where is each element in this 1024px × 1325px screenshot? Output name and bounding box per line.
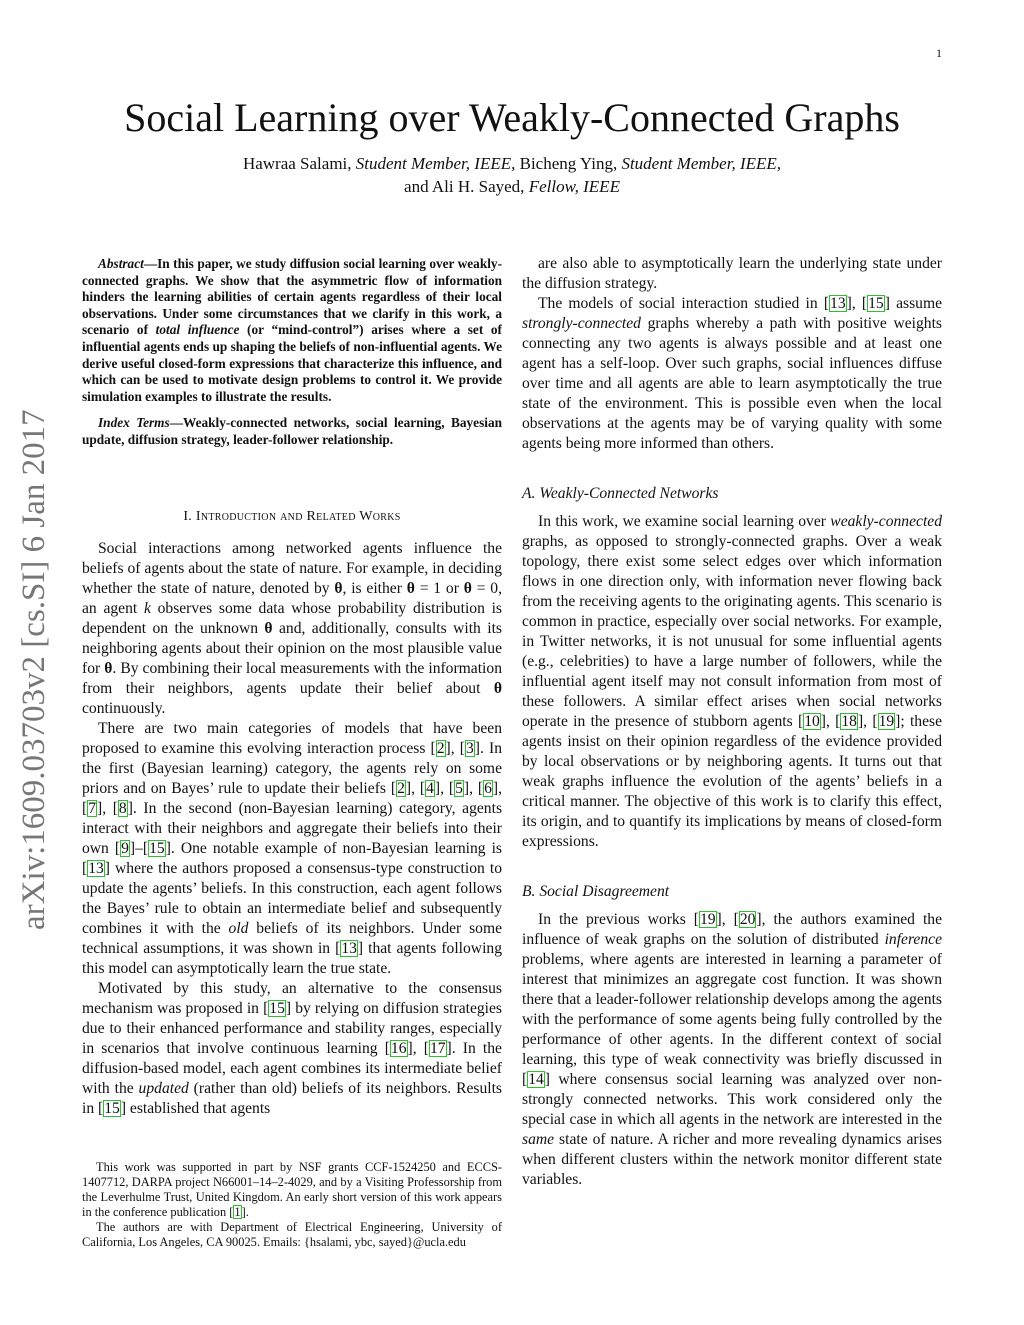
citation-link[interactable]: 20 — [739, 911, 756, 928]
subsection-body — [522, 910, 942, 1190]
text: , — [863, 713, 873, 730]
citation-link[interactable]: 13 — [830, 295, 846, 312]
citation-link[interactable]: 13 — [88, 859, 104, 877]
text: In this work, we examine social learning over — [538, 513, 831, 530]
citation-link[interactable]: 4 — [426, 779, 434, 797]
citation-link[interactable]: 10 — [804, 713, 820, 730]
citation[interactable]: [19] — [872, 713, 901, 730]
text: , is either — [342, 579, 407, 597]
citation-link[interactable]: 13 — [341, 939, 357, 957]
text: and, additionally, consults with its neighboring agents about their opinion on the most plausible value for — [82, 619, 502, 677]
citation[interactable]: [18] — [835, 713, 864, 730]
text: state of nature. A richer and more revealing dynamics arises when different clusters within the network monitor different state variables. — [522, 1131, 942, 1188]
italic-text: strongly-connected — [522, 315, 641, 332]
citation[interactable]: [13] — [823, 295, 852, 312]
text: , — [469, 779, 478, 797]
text: , — [440, 779, 449, 797]
section-heading: I. Introduction and Related Works — [183, 508, 401, 524]
citation[interactable]: [14] — [522, 1071, 550, 1088]
citation-link[interactable]: 16 — [390, 1039, 407, 1057]
math-symbol: θ — [104, 659, 113, 677]
left-column — [82, 256, 502, 1119]
citation-link[interactable]: 14 — [528, 1071, 544, 1088]
text: assume — [889, 295, 942, 312]
citation[interactable]: [5] — [448, 779, 470, 797]
author-line — [0, 152, 1024, 175]
text: (rather than old) beliefs of its neighbors. Results in — [82, 1079, 502, 1117]
text: graphs, as opposed to strongly-connected graphs. Over a weak topology, there exist some select edges over which information flows in one direction only, with information never flowing back from the receiving agents to the originating agents. This scenario is common in practice, especially over social networks. For example, in Twitter networks, it is not unusual for some influential agents (e.g., celebrities) to have a large number of followers, while the influential agent itself may not consult information from most of these followers. A similar effect arises when social networks operate in the presence of stubborn agents — [522, 533, 942, 730]
citation[interactable]: [10] — [797, 713, 826, 730]
citation[interactable]: [2] — [430, 739, 451, 757]
text: Hawraa Salami, — [242, 154, 356, 173]
text: problems, where agents are interested in learning a parameter of interest that minimizes an aggregate cost function. It was shown there that a leader-follower relationship develops among the agents with the performance of some agents being fully controlled by the performance of other agents. In the different context of social learning, this type of weak connectivity was briefly discussed in — [522, 951, 942, 1068]
subsection-heading: A. Weakly-Connected Networks — [522, 485, 719, 502]
math-symbol: θ — [264, 619, 273, 637]
citation-link[interactable]: 6 — [484, 779, 492, 797]
paragraph — [82, 979, 502, 1119]
italic-text: Abstract — [98, 256, 144, 271]
text: The models of social interaction studied in — [538, 295, 824, 312]
citation[interactable]: [13] — [82, 859, 110, 877]
text: . In the second (non-Bayesian learning) category, agents interact with their neighbors and aggregate their beliefs into their own — [82, 799, 503, 857]
citation-link[interactable]: 17 — [429, 1039, 446, 1057]
italic-text: old — [228, 919, 249, 937]
italic-text: same — [522, 1131, 555, 1148]
citation[interactable]: [1] — [229, 1205, 246, 1219]
citation-link[interactable]: 3 — [465, 739, 474, 757]
italic-text: Student Member, IEEE, — [621, 154, 782, 173]
text: where consensus social learning was analyzed over non-strongly connected networks. This work considered only the special case in which all agents in the network are interested in the — [522, 1071, 942, 1128]
text: . In the first (Bayesian learning) category, the agents rely on some priors and on Bayes’ rule to update their beliefs — [82, 739, 502, 797]
citation[interactable]: [7] — [82, 799, 103, 817]
italic-text: Fellow, IEEE — [528, 177, 620, 196]
citation[interactable]: [20] — [733, 911, 762, 928]
citation-link[interactable]: 1 — [234, 1205, 241, 1219]
text: There are two main categories of models that have been proposed to examine this evolving interaction process — [82, 719, 502, 757]
text: . — [245, 1205, 249, 1219]
paragraph — [82, 539, 502, 719]
citation-link[interactable]: 2 — [397, 779, 405, 797]
math-symbol: θ — [334, 579, 343, 597]
text: . By combining their local measurements with the information from their neighbors, agents update their belief about — [82, 659, 502, 697]
text: by relying on diffusion strategies due to their enhanced performance and stability ranges, especially in scenarios that involve continuous learning — [82, 999, 502, 1057]
math-symbol: θ — [493, 679, 502, 697]
text: , — [411, 779, 420, 797]
math-symbol: θ — [406, 579, 415, 597]
author-line — [0, 175, 1024, 198]
citation[interactable]: [16] — [384, 1039, 413, 1057]
citation-link[interactable]: 15 — [149, 839, 165, 857]
italic-text: total influence — [155, 322, 240, 338]
text: , — [450, 739, 460, 757]
paper-title: Social Learning over Weakly-Connected Graphs — [124, 95, 900, 140]
citation[interactable]: [17] — [423, 1039, 452, 1057]
right-column — [522, 254, 942, 1190]
text: , the authors examined the influence of weak graphs on the solution of distributed — [522, 911, 943, 948]
text: that agents following this model can asymptotically learn the true state. — [82, 939, 502, 977]
citation[interactable]: [6] — [477, 779, 499, 797]
citation-link[interactable]: 8 — [118, 799, 127, 817]
citation-link[interactable]: 15 — [269, 999, 285, 1017]
text: In the previous works — [538, 911, 694, 928]
text: where the authors proposed a consensus-type construction to update the agents’ beliefs. In this construction, each agent follows the Bayes’ rule to obtain an intermediate belief and subsequently combines it with the — [82, 859, 502, 937]
subsection-heading: B. Social Disagreement — [522, 883, 670, 900]
author-list — [0, 152, 1024, 198]
citation-link[interactable]: 2 — [436, 739, 445, 757]
text: , — [498, 779, 503, 797]
citation[interactable]: [15] — [142, 839, 171, 857]
text: . One notable example of non-Bayesian learning is — [170, 839, 502, 857]
paragraph — [522, 254, 942, 294]
text: (or “mind-control”) arises where a set of influential agents ends up shaping the beliefs of non-influential agents. We derive useful closed-form expressions that characterize this influence, and which can be used to motivate design problems to control it. We provide simulation examples to illustrate the results. — [82, 322, 502, 404]
text: . In the diffusion-based model, each agent combines its intermediate belief with the — [82, 1039, 502, 1097]
section-body — [82, 539, 502, 1119]
text: graphs whereby a path with positive weights connecting any two agents is always possible and at least one agent has a self-loop. Over such graphs, social influences diffuse over time and all agents are able to learn asymptotically the true state of the environment. This is possible even when the local observations at the agents may be of varying quality with some agents being more informed than others. — [522, 315, 942, 452]
text: , — [851, 295, 862, 312]
text: observes some data whose probability distribution is dependent on the unknown — [82, 599, 502, 637]
citation-link[interactable]: 5 — [455, 779, 463, 797]
italic-text: Student Member, IEEE, — [355, 154, 516, 173]
math-symbol: θ — [463, 579, 472, 597]
paragraph — [522, 512, 942, 852]
text: , — [825, 713, 836, 730]
citation[interactable]: [8] — [112, 799, 133, 817]
text: —Weakly-connected networks, social learning, Bayesian update, diffusion strategy, leader-follower relationship. — [82, 415, 502, 447]
text: Social interactions among networked agents influence the beliefs of agents about the state of nature. For example, in deciding whether the state of nature, denoted by — [82, 539, 502, 597]
footnotes — [82, 1160, 502, 1250]
citation-link[interactable]: 18 — [841, 713, 857, 730]
italic-text: Index Terms — [98, 415, 170, 431]
intro-continued — [522, 254, 942, 454]
italic-text: inference — [884, 931, 942, 948]
paragraph — [82, 719, 502, 979]
abstract — [82, 256, 502, 405]
paragraph — [82, 1220, 502, 1250]
text: , — [102, 799, 113, 817]
text: – — [135, 839, 143, 857]
citation-link[interactable]: 15 — [104, 1099, 120, 1117]
citation[interactable]: [13] — [335, 939, 364, 957]
text: This work was supported in part by NSF grants CCF-1524250 and ECCS-1407712, DARPA project N66001–14–2-4029, and by a Visiting Professorship from the Leverhulme Trust, United Kingdom. An early short version of this work appears in the conference publication — [82, 1160, 502, 1219]
text: —In this paper, we study diffusion social learning over weakly-connected graphs. We show that the asymmetric flow of information hinders the learning abilities of certain agents regardless of their local observations. Under some circumstances that we clarify in this work, a scenario of — [82, 256, 502, 338]
citation[interactable]: [2] — [390, 779, 412, 797]
citation[interactable]: [15] — [263, 999, 292, 1017]
citation[interactable]: [4] — [419, 779, 441, 797]
text: continuously. — [82, 699, 166, 717]
citation[interactable]: [15] — [98, 1099, 127, 1117]
text: = 0, an agent — [82, 579, 502, 617]
italic-text: k — [143, 599, 151, 617]
text: , — [721, 911, 734, 928]
text: , — [412, 1039, 424, 1057]
citation-link[interactable]: 19 — [699, 911, 716, 928]
citation-link[interactable]: 7 — [88, 799, 96, 817]
citation[interactable]: [3] — [459, 739, 480, 757]
paragraph — [82, 1160, 502, 1220]
text: Motivated by this study, an alternative to the consensus mechanism was proposed in — [82, 979, 502, 1017]
text: ; these agents insist on their opinion regardless of the evidence provided by local observations or by neighboring agents. It turns out that weak graphs influence the evolution of the agents’ beliefs in a critical manner. The objective of this work is to clarify this effect, its origin, and to quantify its implications by means of closed-form expressions. — [522, 713, 943, 850]
text: Bicheng Ying, — [515, 154, 622, 173]
citation-link[interactable]: 15 — [868, 295, 884, 312]
arxiv-stamp: arXiv:1609.03703v2 [cs.SI] 6 Jan 2017 — [16, 409, 52, 930]
citation-link[interactable]: 9 — [121, 839, 129, 857]
text: are also able to asymptotically learn the underlying state under the diffusion strategy. — [522, 255, 942, 292]
subsection-body — [522, 512, 942, 852]
paragraph — [522, 910, 942, 1190]
text: The authors are with Department of Electrical Engineering, University of California, Los Angeles, CA 90025. Emails: {hsalami, ybc, sayed}@ucla.edu — [82, 1220, 502, 1249]
text: beliefs of its neighbors. Under some technical assumptions, it was shown in — [82, 919, 502, 957]
italic-text: updated — [138, 1079, 189, 1097]
italic-text: weakly-connected — [830, 513, 942, 530]
text: and Ali H. Sayed, — [404, 177, 529, 196]
text: = 1 or — [414, 579, 464, 597]
index-terms — [82, 415, 502, 448]
page-number: 1 — [936, 46, 942, 60]
citation-link[interactable]: 19 — [878, 713, 895, 730]
citation[interactable]: [9] — [114, 839, 136, 857]
citation[interactable]: [15] — [861, 295, 890, 312]
citation[interactable]: [19] — [693, 911, 722, 928]
text: established that agents — [126, 1099, 271, 1117]
paragraph — [522, 294, 942, 454]
